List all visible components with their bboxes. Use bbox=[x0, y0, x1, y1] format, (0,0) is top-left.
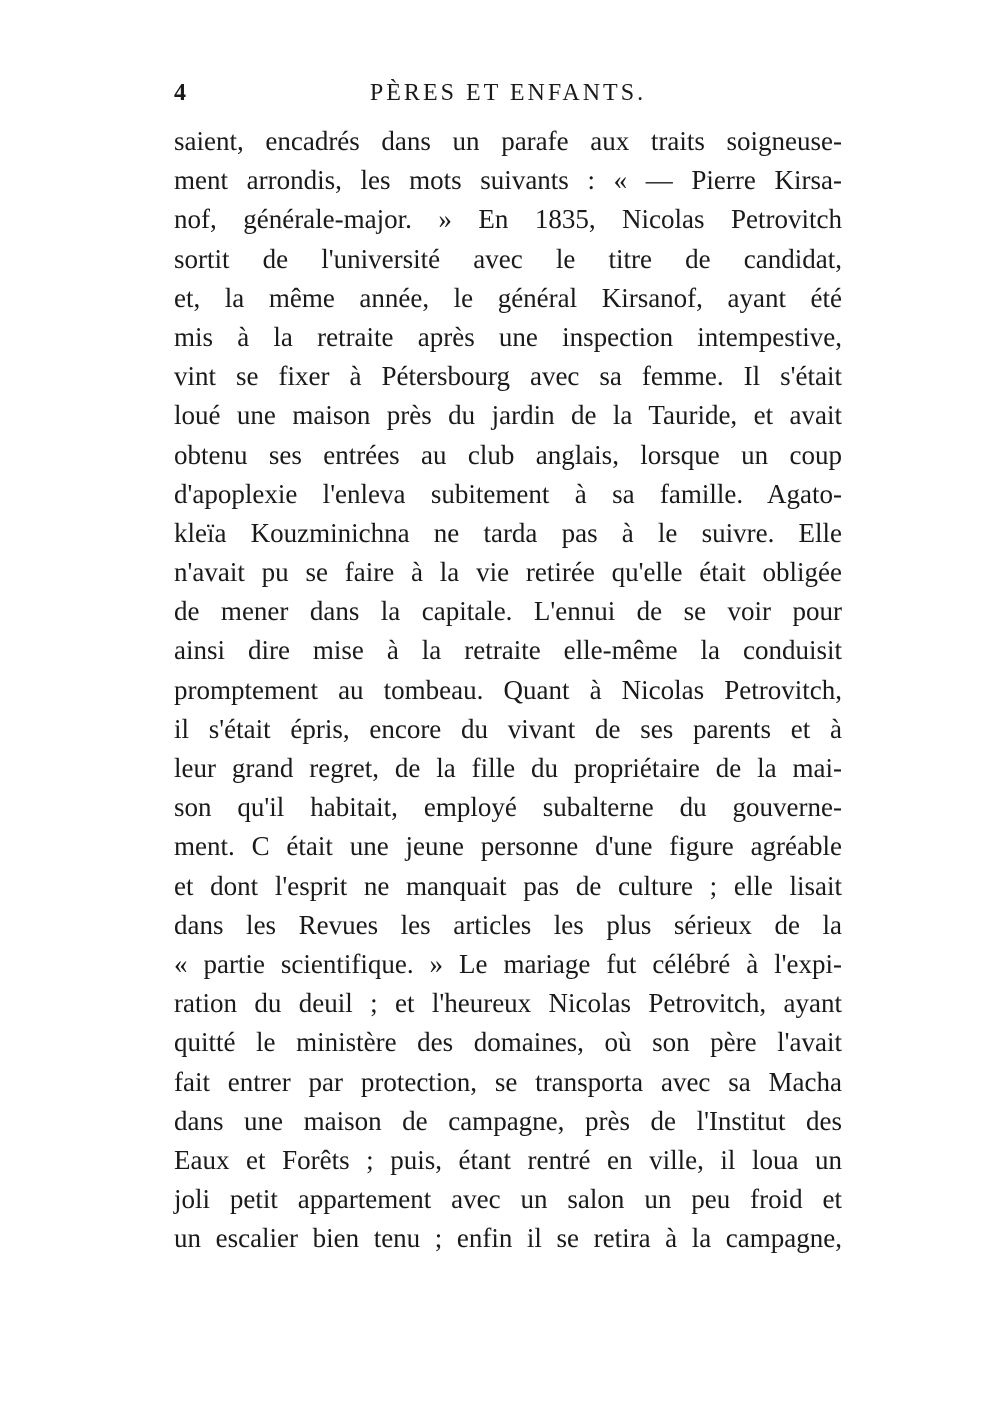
page-number: 4 bbox=[174, 80, 188, 106]
text-line: joli petit appartement avec un salon un peu froid et bbox=[174, 1184, 842, 1215]
text-line: de mener dans la capitale. L'ennui de se voir pour bbox=[174, 596, 842, 627]
text-line: d'apoplexie l'enleva subitement à sa famille. Agato- bbox=[174, 478, 842, 509]
text-line: quitté le ministère des domaines, où son père l'avait bbox=[174, 1027, 842, 1058]
text-line: promptement au tombeau. Quant à Nicolas Petrovitch, bbox=[174, 674, 842, 705]
text-line: sortit de l'université avec le titre de candidat, bbox=[174, 243, 842, 274]
text-line: saient, encadrés dans un parafe aux traits soigneuse- bbox=[174, 126, 842, 156]
text-line: nof, générale-major. » En 1835, Nicolas Petrovitch bbox=[174, 204, 842, 235]
body-text bbox=[174, 122, 842, 1258]
text-line: il s'était épris, encore du vivant de ses parents et à bbox=[174, 713, 842, 744]
text-line: Eaux et Forêts ; puis, étant rentré en ville, il loua un bbox=[174, 1144, 842, 1175]
text-line: ment arrondis, les mots suivants : « — Pierre Kirsa- bbox=[174, 165, 842, 196]
page-header bbox=[174, 80, 842, 114]
text-line: son qu'il habitait, employé subalterne du gouverne- bbox=[174, 792, 842, 823]
text-line: dans les Revues les articles les plus sérieux de la bbox=[174, 909, 842, 940]
text-line: ment. C était une jeune personne d'une figure agréable bbox=[174, 831, 842, 862]
text-line: vint se fixer à Pétersbourg avec sa femme. Il s'était bbox=[174, 361, 842, 392]
text-line: fait entrer par protection, se transporta avec sa Macha bbox=[174, 1066, 842, 1097]
text-line: « partie scientifique. » Le mariage fut célébré à l'expi- bbox=[174, 948, 842, 979]
text-line: ainsi dire mise à la retraite elle-même la conduisit bbox=[174, 635, 842, 666]
text-line: dans une maison de campagne, près de l'Institut des bbox=[174, 1105, 842, 1136]
text-line: un escalier bien tenu ; enfin il se retira à la campagne, bbox=[174, 1223, 842, 1254]
text-line: mis à la retraite après une inspection intempestive, bbox=[174, 321, 842, 352]
text-line: loué une maison près du jardin de la Tauride, et avait bbox=[174, 400, 842, 431]
text-line: n'avait pu se faire à la vie retirée qu'elle était obligée bbox=[174, 557, 842, 588]
text-line: ration du deuil ; et l'heureux Nicolas Petrovitch, ayant bbox=[174, 988, 842, 1019]
text-line: et, la même année, le général Kirsanof, ayant été bbox=[174, 282, 842, 313]
text-line: leur grand regret, de la fille du propriétaire de la mai- bbox=[174, 753, 842, 783]
text-line: kleïa Kouzminichna ne tarda pas à le suivre. Elle bbox=[174, 517, 842, 548]
text-line: et dont l'esprit ne manquait pas de culture ; elle lisait bbox=[174, 870, 842, 901]
text-line: obtenu ses entrées au club anglais, lorsque un coup bbox=[174, 439, 842, 470]
running-title: PÈRES ET ENFANTS. bbox=[369, 80, 647, 106]
